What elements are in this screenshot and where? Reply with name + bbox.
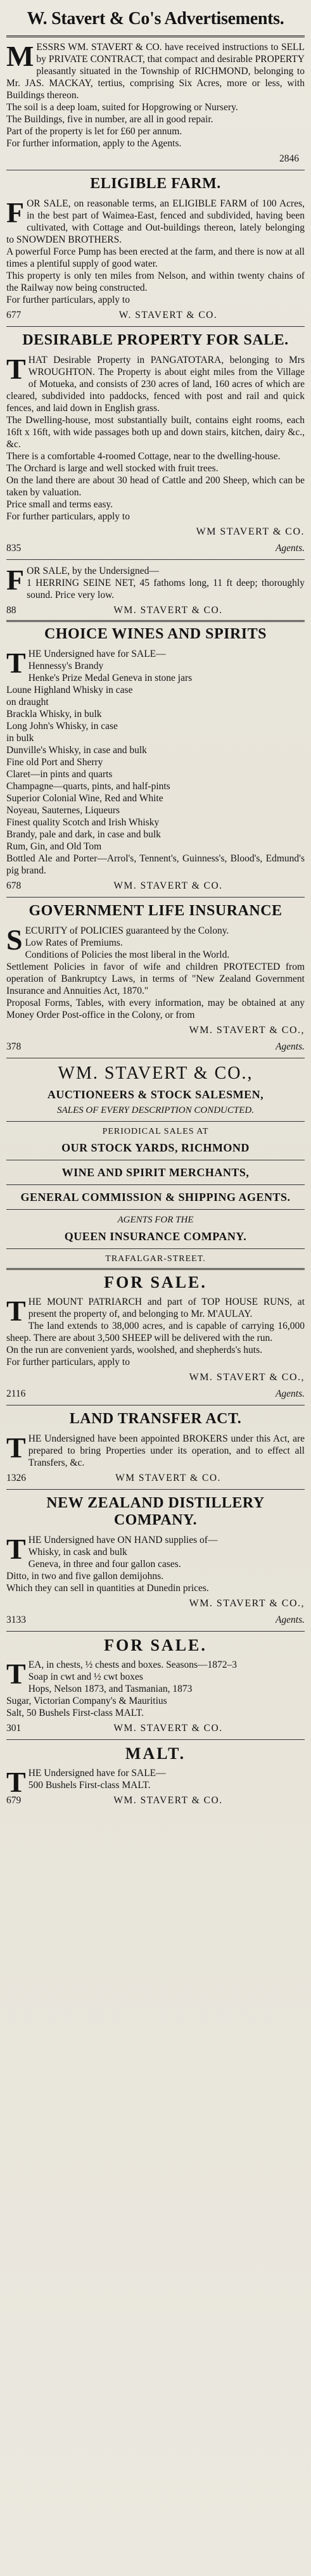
ad-footer bbox=[6, 153, 305, 165]
wine-merchants: WINE AND SPIRIT MERCHANTS, bbox=[61, 1166, 250, 1179]
drop-cap: T bbox=[6, 1431, 26, 1464]
ad-land-transfer bbox=[6, 1411, 305, 1484]
ad-body: EA, in chests, ½ chests and boxes. Seasons—1872–3 Soap in cwt and ½ cwt boxes Hops, Nelson 1873, and Tasmanian, 1873 Sugar, Victorian Company's & Mauritius Salt, 50 Bushels First-class MALT. bbox=[6, 1659, 238, 1718]
ad-distillery bbox=[6, 1495, 305, 1626]
drop-cap: T bbox=[6, 1533, 26, 1565]
ad-footer bbox=[6, 542, 305, 554]
firm-name: WM. STAVERT & CO., bbox=[189, 1025, 305, 1036]
divider bbox=[6, 1631, 305, 1632]
ad-body: HAT Desirable Property in PANGATOTARA, belonging to Mrs WROUGHTON. The Property is about eight miles from the Village of Motueka, and consists of 230 acres of land, 160 acres of which are cleared, subdivided into paddocks, fenced with post and rail and quick fences, and laid down in English grass. The Dwelling-house, most substantially built, contains eight rooms, each 16ft x 16ft, with wide passages both up and down stairs, kitchen, dairy &c., &c. There is a comfortable 4-roomed Cottage, near to the dwelling-house. The Orchard is large and well stocked with fruit trees. On the land there are about 30 head of Cattle and 200 Sheep, which can be taken by valuation. Price small and terms easy. For further particulars, apply to bbox=[6, 355, 305, 522]
ad-number: 679 bbox=[6, 1795, 22, 1806]
ad-number: 677 bbox=[6, 310, 22, 320]
ad-eligible-farm bbox=[6, 175, 305, 321]
firm-name: WM. STAVERT & CO., bbox=[189, 1598, 305, 1609]
firm-name: WM. STAVERT & CO. bbox=[113, 1723, 223, 1734]
ad-life-insurance bbox=[6, 903, 305, 1053]
divider bbox=[6, 559, 305, 560]
ad-tea bbox=[6, 1637, 305, 1734]
ad-body: HE Undersigned have for SALE— 500 Bushels First-class MALT. bbox=[28, 1768, 166, 1791]
agents-label: Agents. bbox=[275, 1388, 305, 1399]
ad-heading: DESIRABLE PROPERTY FOR SALE. bbox=[22, 332, 289, 348]
divider bbox=[6, 897, 305, 898]
firm-name: WM. STAVERT & CO., bbox=[189, 1372, 305, 1383]
ad-footer bbox=[6, 1795, 305, 1806]
ad-heading: FOR SALE. bbox=[104, 1636, 207, 1654]
drop-cap: F bbox=[6, 196, 25, 229]
ad-heading: LAND TRANSFER ACT. bbox=[69, 1411, 242, 1427]
divider bbox=[6, 620, 305, 622]
ad-mount-patriarch bbox=[6, 1274, 305, 1400]
ad-footer bbox=[6, 1723, 305, 1734]
drop-cap: T bbox=[6, 647, 26, 679]
ad-desirable-property bbox=[6, 332, 305, 554]
ad-number: 378 bbox=[6, 1041, 22, 1052]
firm-name: WM. STAVERT & CO. bbox=[113, 1795, 223, 1806]
ad-body: ESSRS WM. STAVERT & CO. have received instructions to SELL by PRIVATE CONTRACT, that compact and desirable PROPERTY pleasantly situated in the Township of RICHMOND, belonging to Mr. JAS. MACKAY, tertius, comprising Six Acres, more or less, with Buildings thereon. The soil is a deep loam, suited for Hopgrowing or Nursery. The Buildings, five in number, are all in good repair. Part of the property is let for £60 per annum. For further information, apply to the Agents. bbox=[6, 42, 305, 149]
ad-heading: FOR SALE. bbox=[104, 1273, 207, 1291]
ad-herring-net bbox=[6, 565, 305, 616]
divider bbox=[6, 1184, 305, 1185]
drop-cap: M bbox=[6, 40, 34, 72]
commission-agents: GENERAL COMMISSION & SHIPPING AGENTS. bbox=[20, 1191, 291, 1203]
masthead-title: W. Stavert & Co's Advertisements. bbox=[27, 9, 284, 29]
ad-footer bbox=[6, 1040, 305, 1053]
periodical-label: PERIODICAL SALES AT bbox=[102, 1127, 209, 1136]
divider bbox=[6, 35, 305, 37]
agents-label: Agents. bbox=[275, 1615, 305, 1625]
divider bbox=[6, 1268, 305, 1270]
firm-name: WM. STAVERT & CO. bbox=[113, 880, 223, 891]
divider bbox=[6, 1248, 305, 1249]
ad-richmond-property bbox=[6, 41, 305, 165]
drop-cap: T bbox=[6, 1766, 26, 1798]
drop-cap: S bbox=[6, 923, 23, 956]
drop-cap: T bbox=[6, 1658, 26, 1690]
ad-body: HE Undersigned have been appointed BROKERS under this Act, are prepared to bring Properties under its operation, and to effect all Transfers, &c. bbox=[28, 1433, 305, 1468]
ad-heading: CHOICE WINES AND SPIRITS bbox=[44, 626, 267, 642]
auction-subline: SALES OF EVERY DESCRIPTION CONDUCTED. bbox=[57, 1105, 254, 1115]
divider bbox=[6, 1739, 305, 1740]
ad-footer bbox=[6, 605, 305, 616]
ad-number: 678 bbox=[6, 880, 22, 891]
agents-for-label: AGENTS FOR THE bbox=[117, 1215, 194, 1225]
ad-footer bbox=[6, 310, 305, 321]
ad-malt bbox=[6, 1745, 305, 1806]
ad-body: ECURITY of POLICIES guaranteed by the Colony. Low Rates of Premiums. Conditions of Policies the most liberal in the World. Settlement Policies in favor of wife and children PROTECTED from operation of Bankruptcy Laws, in terms of "New Zealand Government Insurance and Annuities Act, 1870." Proposal Forms, Tables, with every information, may be obtained at any Money Order Post-office in the Colony, or from bbox=[6, 925, 305, 1020]
divider bbox=[6, 1489, 305, 1490]
ad-footer bbox=[6, 1613, 305, 1626]
ad-number: 1326 bbox=[6, 1473, 26, 1483]
ad-number: 2846 bbox=[279, 153, 299, 164]
ad-number: 301 bbox=[6, 1723, 22, 1734]
firm-name: WM. STAVERT & CO. bbox=[113, 605, 223, 616]
firm-name: WM. STAVERT & CO., bbox=[58, 1063, 253, 1083]
drop-cap: T bbox=[6, 1295, 26, 1327]
ad-wines-spirits bbox=[6, 626, 305, 892]
ad-body: OR SALE, by the Undersigned— 1 HERRING SEINE NET, 45 fathoms long, 11 ft deep; thoroughly sound. Price very low. bbox=[27, 566, 305, 600]
auction-line: AUCTIONEERS & STOCK SALESMEN, bbox=[47, 1088, 264, 1101]
drop-cap: F bbox=[6, 564, 25, 596]
ad-body: HE Undersigned have ON HAND supplies of— Whisky, in cask and bulk Geneva, in three and four gallon cases. Ditto, in two and five gallon demijohns. Which they can sell in quantities at Dunedin prices. bbox=[6, 1535, 218, 1594]
ad-body: OR SALE, on reasonable terms, an ELIGIBLE FARM of 100 Acres, in the best part of Waimea-East, fenced and subdivided, having been cultivated, with Cottage and Out-buildings thereon, lately belonging to SNOWDEN BROTHERS. A powerful Force Pump has been erected at the farm, and there is now at all times a plentiful supply of good water. This property is only ten miles from Nelson, and within twenty chains of the Railway now being constructed. For further particulars, apply to bbox=[6, 198, 305, 305]
divider bbox=[6, 326, 305, 327]
queen-insurance: QUEEN INSURANCE COMPANY. bbox=[64, 1230, 247, 1243]
ad-heading: ELIGIBLE FARM. bbox=[90, 175, 221, 192]
divider bbox=[6, 1121, 305, 1122]
ad-number: 2116 bbox=[6, 1388, 26, 1399]
ad-footer bbox=[6, 1473, 305, 1484]
firm-name: WM STAVERT & CO. bbox=[115, 1473, 221, 1483]
ad-footer bbox=[6, 880, 305, 892]
ad-body: HE Undersigned have for SALE— Hennessy's Brandy Henke's Prize Medal Geneva in stone jars Loune Highland Whisky in case on draught Bracklа Whisky, in bulk Long John's Whisky, in case in bulk Dunville's Whisky, in case and bulk Fine old Port and Sherry Claret—in pints and quarts Champagne—quarts, pints, and half-pints Superior Colonial Wine, Red and White Noyeau, Sauternes, Liqueurs Finest quality Scotch and Irish Whisky Brandy, pale and dark, in case and bulk Rum, Gin, and Old Tom Bottled Ale and Porter—Arrol's, Tennent's, Guinness's, Blood's, Edmund's pig brand. bbox=[6, 649, 305, 876]
firm-name: WM STAVERT & CO. bbox=[196, 526, 305, 537]
street-name: TRAFALGAR-STREET. bbox=[105, 1254, 206, 1264]
ad-number: 88 bbox=[6, 605, 16, 616]
ad-body: HE MOUNT PATRIARCH and part of TOP HOUSE RUNS, at present the property of, and belonging to Mr. M'AULAY. The land extends to 38,000 acres, and is capable of carrying 16,000 sheep. There are about 3,500 SHEEP will be delivered with the run. On the run are convenient yards, woolshed, and shepherds's huts. For further particulars, apply to bbox=[6, 1297, 305, 1367]
firm-name: W. STAVERT & CO. bbox=[118, 310, 218, 320]
ad-heading: MALT. bbox=[125, 1744, 186, 1763]
ad-auctioneers bbox=[6, 1063, 305, 1264]
ad-number: 835 bbox=[6, 543, 22, 554]
stock-yards: OUR STOCK YARDS, RICHMOND bbox=[61, 1141, 250, 1154]
ad-heading: NEW ZEALAND DISTILLERY COMPANY. bbox=[46, 1495, 265, 1528]
ad-footer bbox=[6, 1387, 305, 1400]
divider bbox=[6, 1209, 305, 1210]
agents-label: Agents. bbox=[275, 1041, 305, 1052]
ad-heading: GOVERNMENT LIFE INSURANCE bbox=[29, 903, 282, 919]
ad-number: 3133 bbox=[6, 1615, 26, 1625]
agents-label: Agents. bbox=[275, 543, 305, 554]
drop-cap: T bbox=[6, 353, 26, 385]
